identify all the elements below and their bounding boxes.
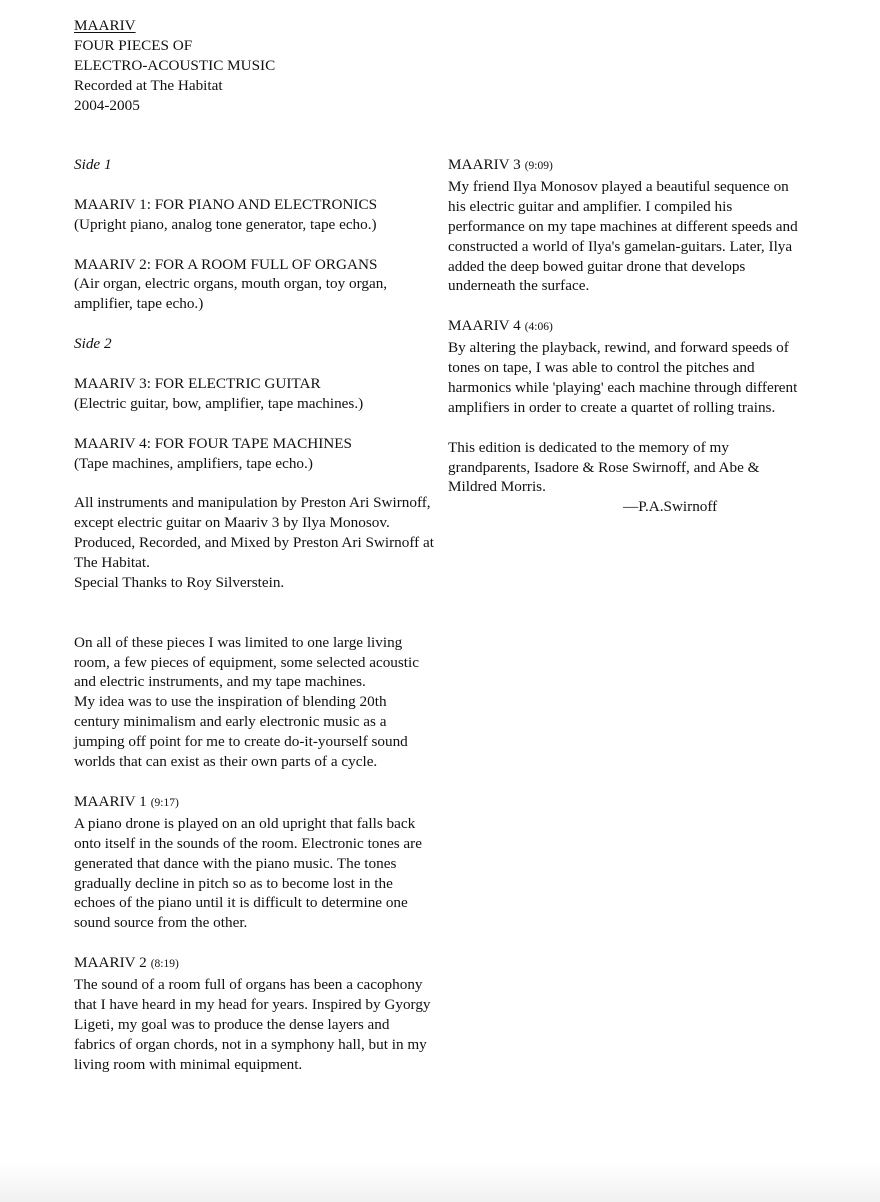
album-title: MAARIV bbox=[74, 17, 136, 34]
maariv-3-title: MAARIV 3 bbox=[448, 156, 521, 173]
track-4-title: MAARIV 4: FOR FOUR TAPE MACHINES bbox=[74, 434, 352, 452]
maariv-2-heading bbox=[74, 953, 434, 975]
dedication-text: This edition is dedicated to the memory of my grandparents, Isadore & Rose Swirnoff, and Abe & Mildred Morris. bbox=[448, 438, 760, 496]
signature: —P.A.Swirnoff bbox=[623, 498, 718, 516]
maariv-4-title: MAARIV 4 bbox=[448, 317, 521, 335]
bottom-fade bbox=[0, 1162, 880, 1202]
maariv-3-heading bbox=[448, 155, 808, 177]
credits-thanks: Special Thanks to Roy Silverstein. bbox=[74, 573, 285, 591]
maariv-4-heading bbox=[448, 316, 808, 338]
recording-years: 2004-2005 bbox=[74, 96, 140, 114]
track-4-instruments: (Tape machines, amplifiers, tape echo.) bbox=[74, 454, 313, 472]
track-3-title: MAARIV 3: FOR ELECTRIC GUITAR bbox=[74, 374, 321, 392]
maariv-3-notes: My friend Ilya Monosov played a beautiful sequence on his electric guitar and amplifier. I compiled his performance on my tape machines at different speeds and constructed a world of Ilya's gamelan-guitars. Later, Ilya added the deep bowed guitar drone that develops underneath the surface. bbox=[448, 177, 798, 295]
album-subtitle-line-2: ELECTRO-ACOUSTIC MUSIC bbox=[74, 56, 276, 74]
maariv-2-duration: (8:19) bbox=[150, 958, 179, 971]
track-1-title: MAARIV 1: FOR PIANO AND ELECTRONICS bbox=[74, 195, 378, 213]
credits-production: Produced, Recorded, and Mixed by Preston Ari Swirnoff at The Habitat. bbox=[74, 534, 434, 572]
right-column bbox=[448, 155, 808, 517]
intro-paragraph-2: My idea was to use the inspiration of blending 20th century minimalism and early electronic music as a jumping off point for me to create do-it-yourself sound worlds that can exist as their own parts of a cycle. bbox=[74, 693, 408, 771]
track-3-instruments: (Electric guitar, bow, amplifier, tape machines.) bbox=[74, 394, 364, 412]
maariv-1-duration: (9:17) bbox=[150, 796, 179, 809]
side-1-label: Side 1 bbox=[74, 156, 112, 173]
left-column bbox=[74, 155, 434, 1075]
track-1-instruments: (Upright piano, analog tone generator, tape echo.) bbox=[74, 215, 377, 233]
maariv-2-notes: The sound of a room full of organs has been a cacophony that I have heard in my head for years. Inspired by Gyorgy Ligeti, my goal was to produce the dense layers and fabrics of organ chords, not in a symphony hall, but in my living room with minimal equipment. bbox=[74, 976, 431, 1073]
intro-paragraph-1: On all of these pieces I was limited to one large living room, a few pieces of equipment, some selected acoustic and electric instruments, and my tape machines. bbox=[74, 633, 419, 691]
maariv-3-duration: (9:09) bbox=[524, 160, 553, 172]
maariv-4-duration: (4:06) bbox=[524, 321, 553, 334]
maariv-2-title: MAARIV 2 bbox=[74, 954, 147, 972]
recording-location: Recorded at The Habitat bbox=[74, 76, 223, 94]
credits-performers: All instruments and manipulation by Preston Ari Swirnoff, except electric guitar on Maariv 3 by Ilya Monosov. bbox=[74, 494, 431, 532]
track-2-instruments: (Air organ, electric organs, mouth organ, toy organ, amplifier, tape echo.) bbox=[74, 275, 388, 313]
album-subtitle-line-1: FOUR PIECES OF bbox=[74, 36, 193, 54]
side-2-label: Side 2 bbox=[74, 335, 112, 353]
maariv-1-notes: A piano drone is played on an old upright that falls back onto itself in the sounds of the room. Electronic tones are generated that dance with the piano music. The tones gradually decline in pitch so as to become lost in the echoes of the piano until it is difficult to determine one sound source from the other. bbox=[74, 814, 422, 932]
maariv-1-heading bbox=[74, 792, 434, 814]
maariv-1-title: MAARIV 1 bbox=[74, 792, 147, 810]
album-header bbox=[74, 16, 474, 116]
track-2-title: MAARIV 2: FOR A ROOM FULL OF ORGANS bbox=[74, 255, 378, 273]
maariv-4-notes: By altering the playback, rewind, and forward speeds of tones on tape, I was able to control the pitches and harmonics while 'playing' each machine through different amplifiers in order to create a quartet of rolling trains. bbox=[448, 339, 798, 416]
